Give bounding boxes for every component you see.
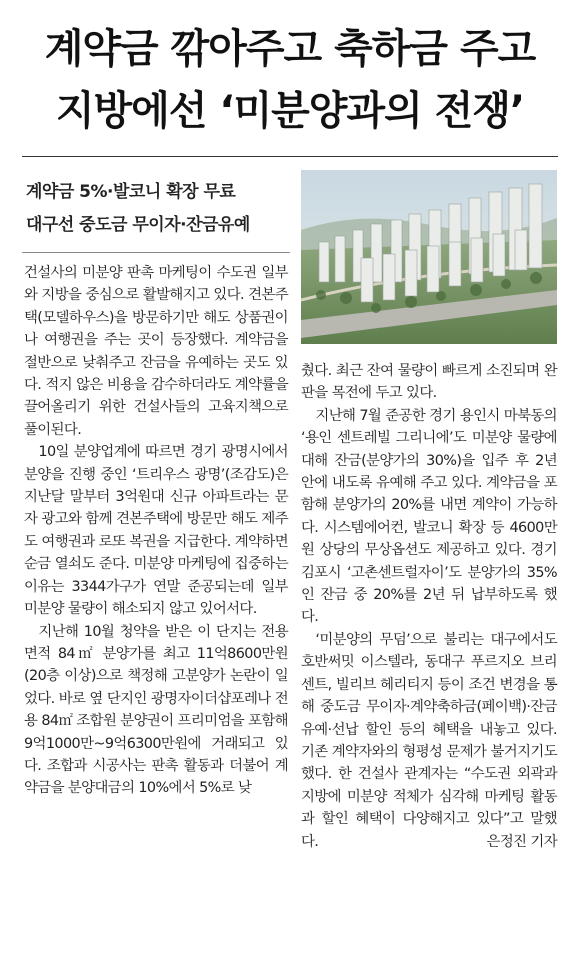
divider — [22, 156, 558, 157]
subheadline-divider — [22, 252, 290, 253]
article-column-2 — [301, 360, 557, 853]
headline-line2: 지방에선 ‘미분양과의 전쟁’ — [55, 88, 525, 134]
headline — [0, 18, 580, 142]
apartment-complex-photo — [301, 170, 557, 344]
article-paragraph: 지난해 7월 준공한 경기 용인시 마북동의 ‘용인 센트레빌 그리니에’도 미분양 물량에 대해 잔금(분양가의 30%)을 입주 후 2년 안에 내도록 유예해 주고 있다. 계약금을 포함해 분양가의 20%를 내면 계약이 가능하다. 시스템에어컨, 발코니 확장 등 4600만원 상당의 무상옵션도 제공하고 있다. 경기 김포시 ‘고촌센트럴자이’도 분양가의 35%인 잔금 중 20%를 2년 뒤 납부하도록 했다. — [301, 407, 557, 626]
article-paragraph: 10일 분양업계에 따르면 경기 광명시에서 분양을 진행 중인 ‘트리우스 광명’(조감도)은 지난달 말부터 3억원대 신규 아파트라는 문자 광고와 함께 견본주택에 방문만 해도 제주도 여행권과 로또 복권을 지급한다. 계약하면 순금 열쇠도 준다. 미분양 마케팅에 집중하는 이유는 3344가구가 연말 준공되는데 일부 미분양 물량이 해소되지 않고 있어서다. — [24, 444, 288, 618]
article-column-1 — [24, 262, 288, 800]
byline: 은정진 기자 — [486, 833, 557, 850]
article-paragraph: 췄다. 최근 잔여 물량이 빠르게 소진되며 완판을 목전에 두고 있다. — [301, 363, 557, 402]
article-paragraph: 지난해 10월 청약을 받은 이 단지는 전용면적 84㎡ 분양가를 최고 11억8600만원(20층 이상)으로 책정해 고분양가 논란이 일었다. 바로 옆 단지인 광명자이더샵포레나 전용 84㎡ 조합원 분양권이 프리미엄을 포함해 9억1000만~9억6300만원에 거래되고 있다. 조합과 시공사는 판촉 활동과 더불어 계약금을 분양대금의 10%에서 5%로 낮 — [24, 623, 288, 797]
article-paragraph: 건설사의 미분양 판촉 마케팅이 수도권 일부와 지방을 중심으로 활발해지고 있다. 견본주택(모델하우스)을 방문하기만 해도 상품권이나 여행권을 주는 곳이 등장했다. 계약금을 절반으로 낮춰주고 잔금을 유예하는 곳도 있다. 적지 않은 비용을 감수하더라도 계약률을 끌어올리기 위한 건설사들의 고육지책으로 풀이된다. — [24, 265, 288, 438]
headline-line1: 계약금 깎아주고 축하금 주고 — [44, 26, 536, 72]
subheadline — [26, 176, 290, 242]
subheadline-line1: 계약금 5%·발코니 확장 무료 — [26, 182, 236, 202]
subheadline-line2: 대구선 중도금 무이자·잔금유예 — [26, 215, 250, 235]
article-paragraph: ‘미분양의 무덤’으로 불리는 대구에서도 호반써밋 이스텔라, 동대구 푸르지오 브리센트, 빌리브 헤리티지 등이 조건 변경을 통해 중도금 무이자·계약축하금(페이백)·잔금 유예·선납 할인 등의 혜택을 내놓고 있다. 기존 계약자와의 형평성 문제가 불거지기도 했다. 한 건설사 관계자는 “수도권 외곽과 지방에 미분양 적체가 심각해 마케팅 활동과 할인 혜택이 다양해지고 있다”고 말했다. 은정진 기자 — [301, 629, 557, 853]
